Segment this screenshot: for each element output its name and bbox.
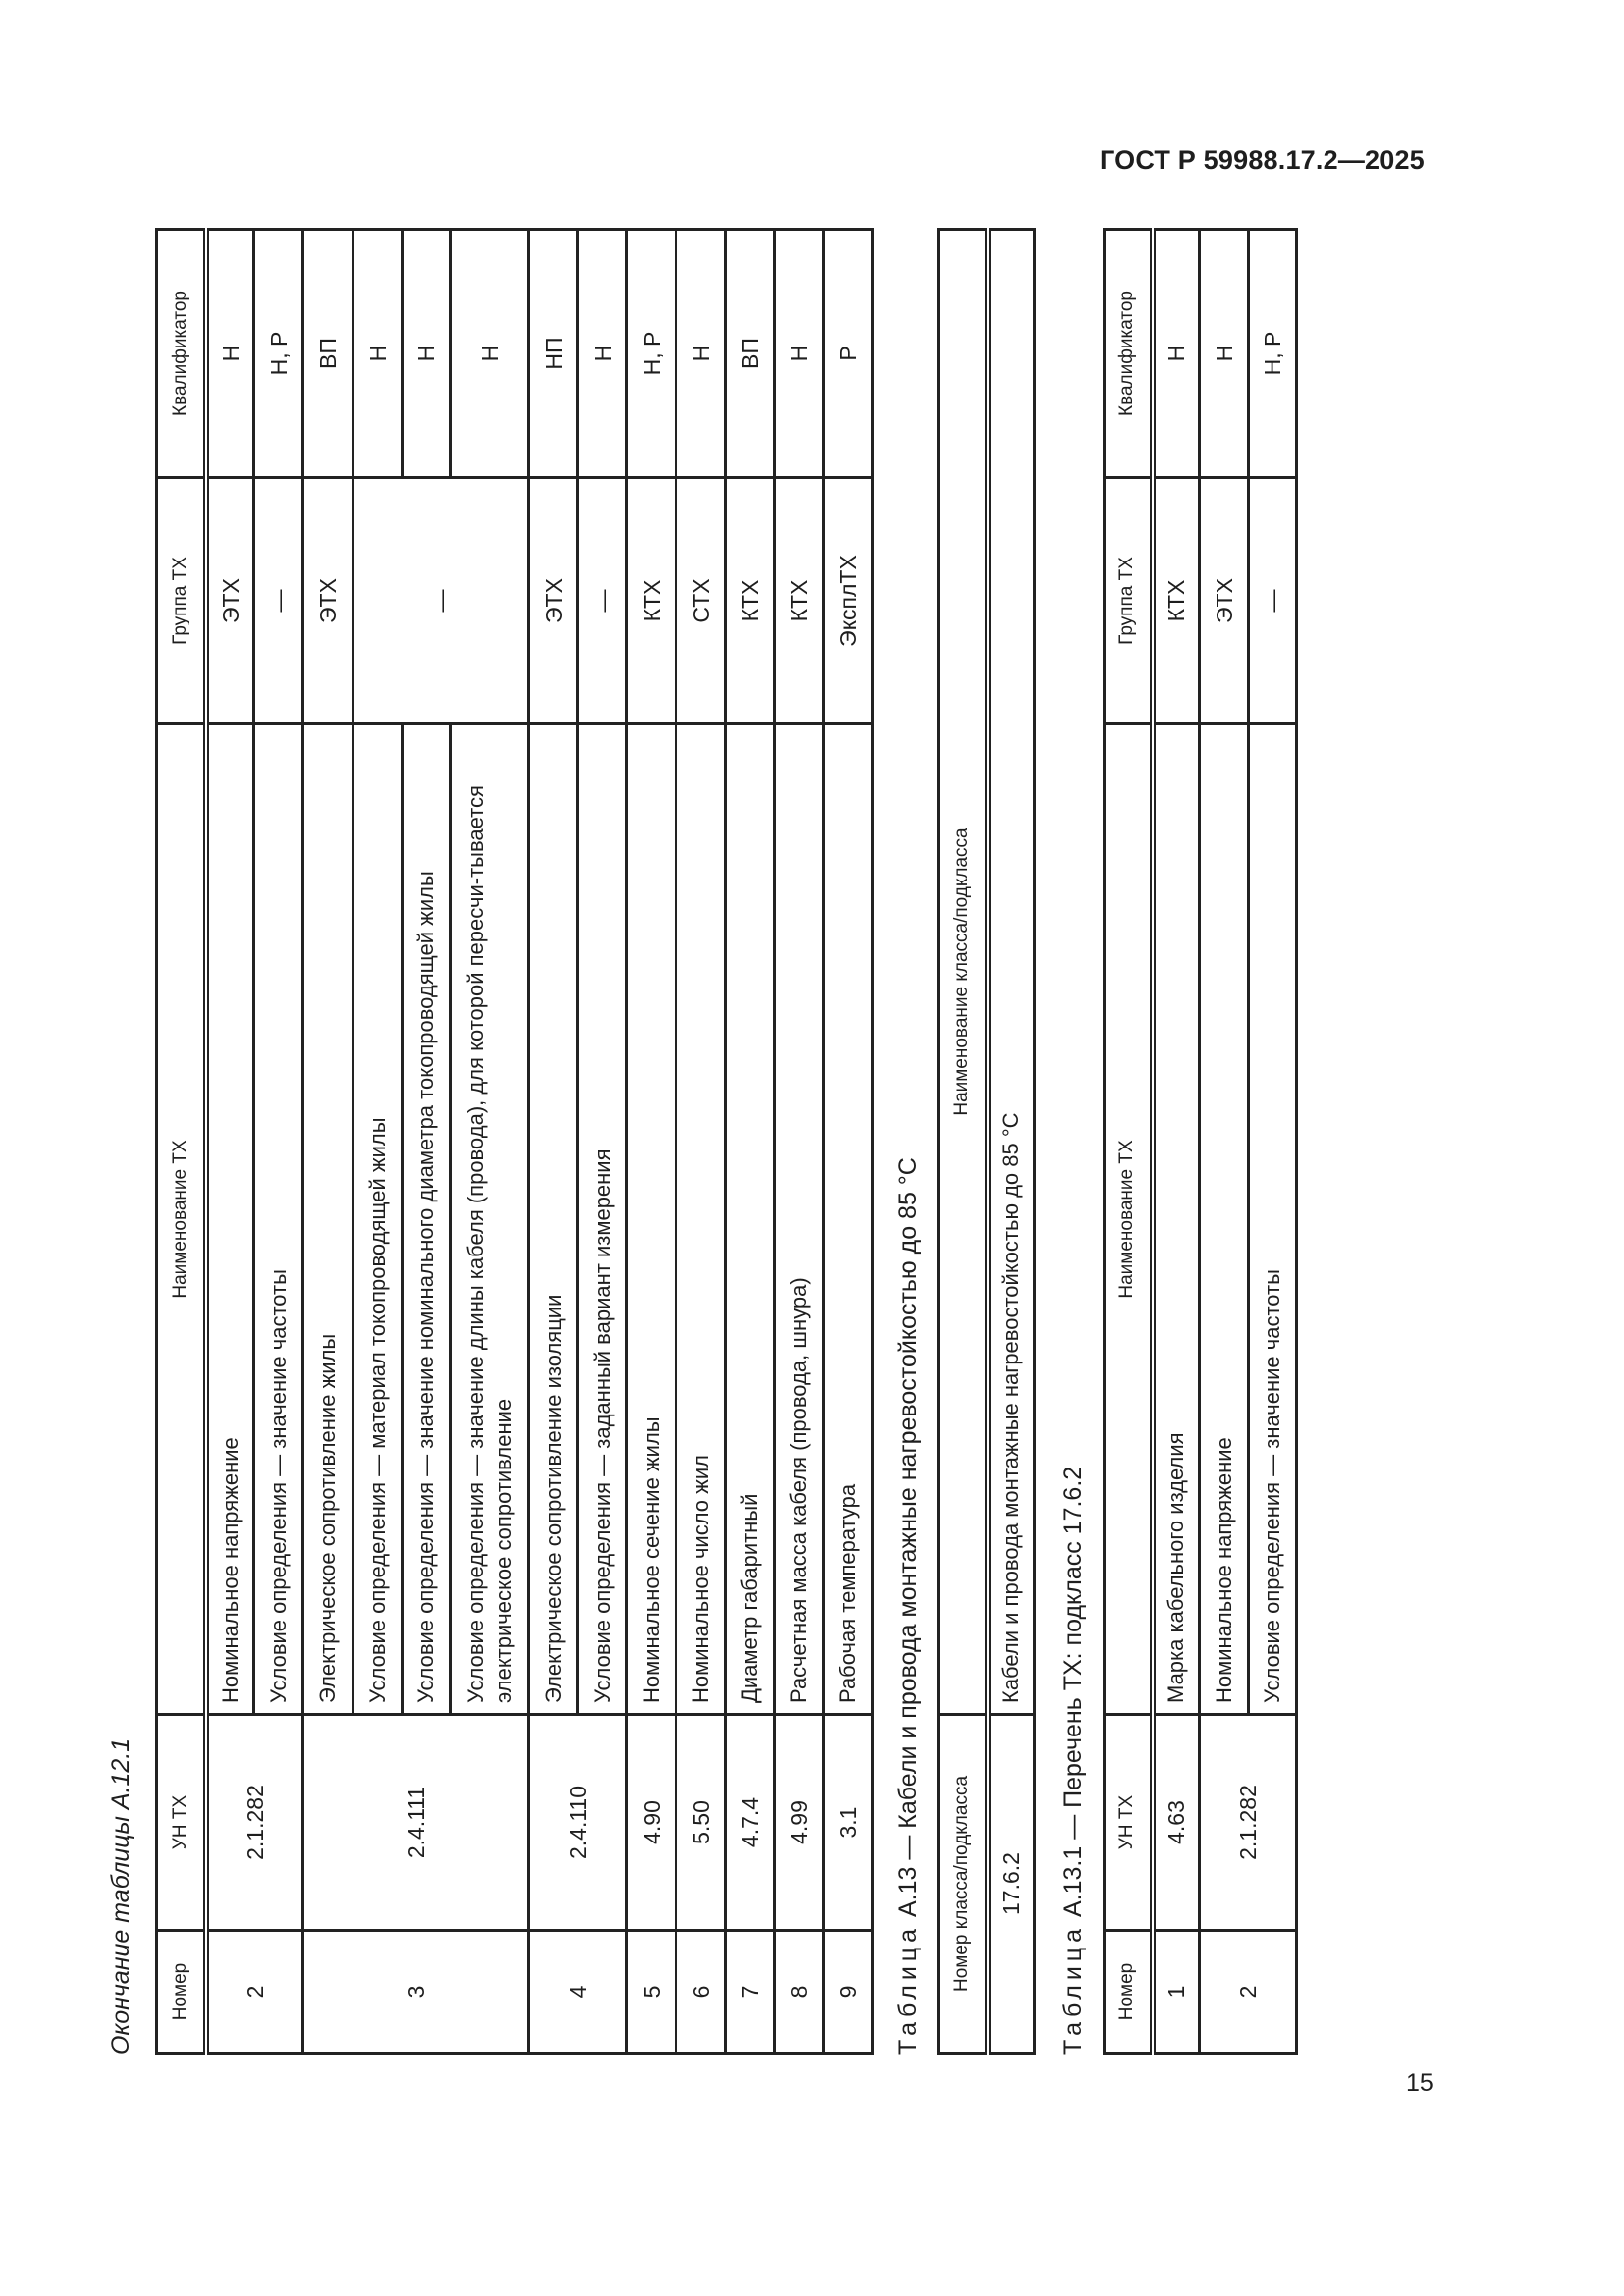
column-header-qualifier: Квалификатор — [157, 230, 206, 478]
cell-code: 2.1.282 — [206, 1715, 303, 1931]
cell-qualifier: Н — [403, 230, 451, 478]
column-header-code: УН ТХ — [1105, 1715, 1153, 1931]
cell-code: 2.4.110 — [529, 1715, 627, 1931]
cell-group: ЭТХ — [529, 478, 578, 724]
cell-number: 3 — [303, 1931, 529, 2054]
cell-number: 1 — [1153, 1931, 1200, 2054]
cell-class-number: 17.6.2 — [988, 1715, 1035, 2054]
column-header-number: Номер — [1105, 1931, 1153, 2054]
cell-code: 4.7.4 — [726, 1715, 775, 1931]
cell-name: Рабочая температура — [824, 724, 873, 1715]
table-row — [824, 230, 873, 2054]
cell-name: Условие определения — значение частоты — [1249, 724, 1297, 1715]
cell-group: — — [254, 478, 303, 724]
cell-number: 9 — [824, 1931, 873, 2054]
table-row — [775, 230, 824, 2054]
cell-group: — — [578, 478, 627, 724]
table-row — [1153, 230, 1200, 2054]
cell-number: 2 — [1200, 1931, 1297, 2054]
cell-number: 5 — [627, 1931, 677, 2054]
table-row — [988, 230, 1035, 2054]
document-id-header: ГОСТ Р 59988.17.2—2025 — [1100, 145, 1425, 175]
cell-qualifier: Н — [578, 230, 627, 478]
cell-group: КТХ — [627, 478, 677, 724]
cell-group: ЭксплТХ — [824, 478, 873, 724]
cell-code: 5.50 — [677, 1715, 726, 1931]
column-header-name: Наименование ТХ — [1105, 724, 1153, 1715]
column-header-name: Наименование ТХ — [157, 724, 206, 1715]
table-row — [529, 230, 578, 2054]
cell-name: Условие определения — заданный вариант измерения — [578, 724, 627, 1715]
cell-qualifier: Н, Р — [254, 230, 303, 478]
cell-qualifier: Н, Р — [1249, 230, 1297, 478]
cell-code: 4.90 — [627, 1715, 677, 1931]
cell-number: 4 — [529, 1931, 627, 2054]
cell-qualifier: Н — [1153, 230, 1200, 478]
table-a13-caption — [893, 1157, 923, 2055]
cell-name: Условие определения — значение номинального диаметра токопроводящей жилы — [403, 724, 451, 1715]
page-number: 15 — [1406, 2069, 1434, 2097]
table-label: Таблица — [1059, 1923, 1087, 2055]
column-header-group: Группа ТХ — [157, 478, 206, 724]
cell-code: 3.1 — [824, 1715, 873, 1931]
cell-code: 4.63 — [1153, 1715, 1200, 1931]
table-header-row — [157, 230, 206, 2054]
cell-group: ЭТХ — [303, 478, 353, 724]
cell-number: 6 — [677, 1931, 726, 2054]
column-header-code: УН ТХ — [157, 1715, 206, 1931]
column-header-class-name: Наименование класса/подкласса — [939, 230, 988, 1715]
cell-name: Электрическое сопротивление жилы — [303, 724, 353, 1715]
table-row — [206, 230, 254, 2054]
cell-name: Диаметр габаритный — [726, 724, 775, 1715]
table-a13-1 — [1103, 228, 1298, 2055]
cell-number: 2 — [206, 1931, 303, 2054]
cell-group: ЭТХ — [1200, 478, 1249, 724]
cell-name: Марка кабельного изделия — [1153, 724, 1200, 1715]
cell-qualifier: Н — [206, 230, 254, 478]
cell-qualifier: Н — [1200, 230, 1249, 478]
table-row — [677, 230, 726, 2054]
cell-name: Условие определения — материал токопроводящей жилы — [353, 724, 403, 1715]
column-header-group: Группа ТХ — [1105, 478, 1153, 724]
cell-class-name: Кабели и провода монтажные нагревостойкостью до 85 °С — [988, 230, 1035, 1715]
cell-name: Расчетная масса кабеля (провода, шнура) — [775, 724, 824, 1715]
cell-qualifier: НП — [529, 230, 578, 478]
cell-name: Номинальное напряжение — [1200, 724, 1249, 1715]
cell-qualifier: ВП — [726, 230, 775, 478]
table-a13-1-caption — [1058, 1467, 1088, 2055]
cell-group: КТХ — [775, 478, 824, 724]
cell-name: Номинальное число жил — [677, 724, 726, 1715]
cell-name: Номинальное напряжение — [206, 724, 254, 1715]
cell-group: ЭТХ — [206, 478, 254, 724]
table-row — [627, 230, 677, 2054]
cell-group: КТХ — [1153, 478, 1200, 724]
table-label: Таблица — [894, 1923, 922, 2055]
table-row — [726, 230, 775, 2054]
cell-code: 2.4.111 — [303, 1715, 529, 1931]
table-title: А.13 — Кабели и провода монтажные нагревостойкостью до 85 °С — [894, 1157, 922, 1918]
table-header-row — [1105, 230, 1153, 2054]
cell-number: 7 — [726, 1931, 775, 2054]
table-row — [303, 230, 353, 2054]
cell-group: — — [1249, 478, 1297, 724]
table-title: А.13.1 — Перечень ТХ: подкласс 17.6.2 — [1059, 1466, 1087, 1918]
cell-qualifier: Р — [824, 230, 873, 478]
cell-name: Условие определения — значение частоты — [254, 724, 303, 1715]
cell-group: КТХ — [726, 478, 775, 724]
column-header-qualifier: Квалификатор — [1105, 230, 1153, 478]
cell-qualifier: Н — [353, 230, 403, 478]
column-header-class-number: Номер класса/подкласса — [939, 1715, 988, 2054]
table-header-row — [939, 230, 988, 2054]
cell-qualifier: Н — [677, 230, 726, 478]
cell-name: Номинальное сечение жилы — [627, 724, 677, 1715]
cell-group: — — [353, 478, 529, 724]
table-a12-1-caption: Окончание таблицы А.12.1 — [107, 1737, 135, 2055]
table-a12-1 — [155, 228, 874, 2055]
cell-qualifier: Н — [775, 230, 824, 478]
cell-name: Условие определения — значение длины кабеля (провода), для которой пересчи-тывается электрическое сопротивление — [451, 724, 529, 1715]
cell-number: 8 — [775, 1931, 824, 2054]
cell-code: 4.99 — [775, 1715, 824, 1931]
cell-group: СТХ — [677, 478, 726, 724]
table-row — [1200, 230, 1249, 2054]
cell-code: 2.1.282 — [1200, 1715, 1297, 1931]
cell-qualifier: ВП — [303, 230, 353, 478]
cell-qualifier: Н — [451, 230, 529, 478]
column-header-number: Номер — [157, 1931, 206, 2054]
cell-name: Электрическое сопротивление изоляции — [529, 724, 578, 1715]
cell-qualifier: Н, Р — [627, 230, 677, 478]
table-a13 — [937, 228, 1036, 2055]
